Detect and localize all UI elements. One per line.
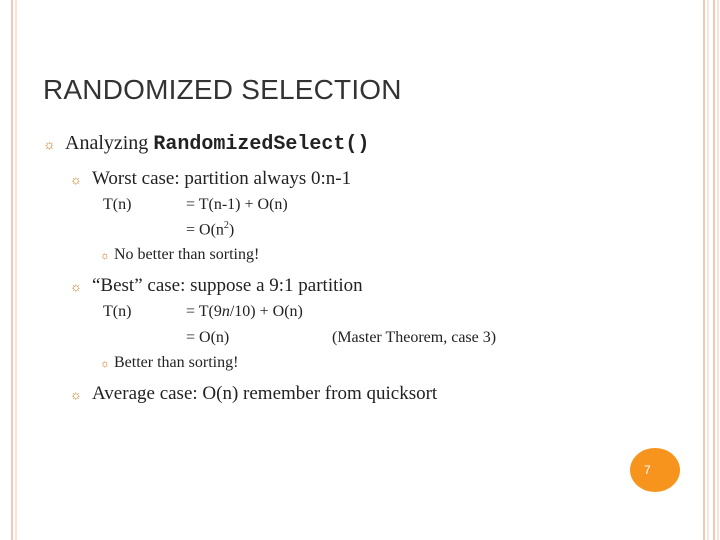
worst-eq1: = T(n-1) + O(n) [186, 196, 288, 213]
intro-code: RandomizedSelect() [153, 133, 370, 156]
sun-icon: ☼ [100, 250, 111, 262]
best-eq1-b: /10) + O(n) [229, 303, 303, 320]
sun-icon: ☼ [70, 387, 82, 402]
worst-note-bullet [100, 246, 259, 264]
sun-icon: ☼ [70, 279, 82, 294]
best-case-bullet [70, 275, 363, 297]
worst-case-label: Worst case: partition always 0:n-1 [92, 168, 352, 189]
worst-case-bullet [70, 168, 351, 190]
sun-icon: ☼ [43, 138, 56, 153]
best-eq1-n: n [221, 303, 230, 320]
worst-eq2-exponent: 2 [223, 220, 229, 231]
best-case-label: “Best” case: suppose a 9:1 partition [92, 275, 363, 296]
worst-eq2-main: = O(n [186, 221, 224, 239]
slide-title: RANDOMIZED SELECTION [43, 74, 402, 105]
worst-eq2 [186, 220, 234, 239]
worst-eq2-close: ) [228, 221, 235, 239]
best-eq1-a: = T(9 [186, 303, 222, 320]
page-number-badge [630, 448, 680, 492]
average-case-bullet [70, 383, 437, 405]
best-note-bullet [100, 354, 238, 372]
average-case-label: Average case: O(n) remember from quicksort [92, 383, 438, 404]
sun-icon: ☼ [70, 172, 82, 187]
best-note: Better than sorting! [114, 354, 239, 371]
intro-text: Analyzing [65, 132, 149, 154]
best-lhs: T(n) [103, 303, 132, 320]
best-eq1 [186, 303, 303, 321]
intro-bullet [43, 132, 369, 156]
sun-icon: ☼ [100, 358, 111, 370]
page-number: 7 [644, 463, 651, 477]
worst-note: No better than sorting! [114, 246, 260, 263]
worst-lhs: T(n) [103, 196, 132, 213]
best-eq2-note: (Master Theorem, case 3) [332, 329, 497, 346]
best-eq2: = O(n) [186, 329, 230, 346]
